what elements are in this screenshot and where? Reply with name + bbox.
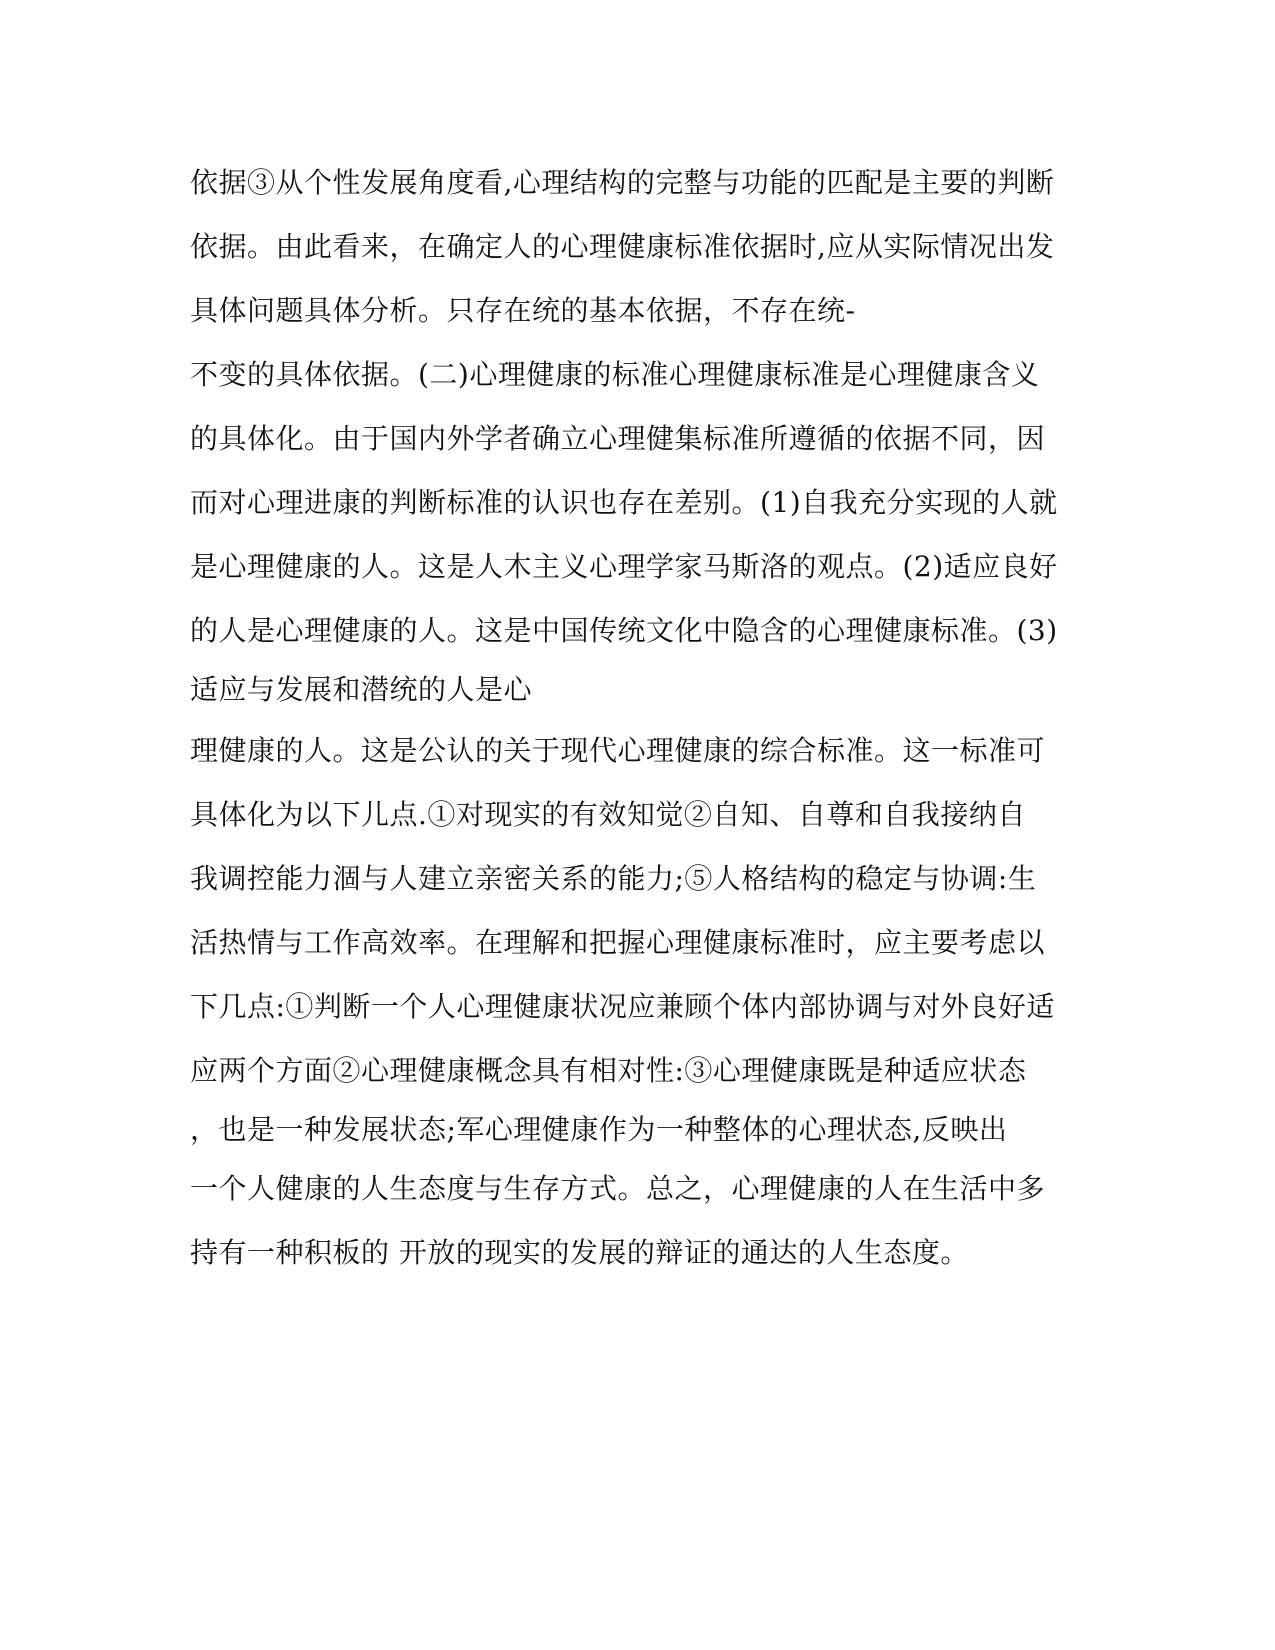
- text-line: 应两个方面②心理健康概念具有相对性:③心理健康既是种适应状态: [190, 1054, 1027, 1087]
- text-line: 持有一种积板的 开放的现实的发展的辩证的通达的人生态度。: [190, 1236, 969, 1269]
- text-line: 的具体化。由于国内外学者确立心理健集标准所遵循的依据不同，因: [190, 422, 1046, 455]
- text-line: 一个人健康的人生态度与生存方式。总之，心理健康的人在生活中多: [190, 1172, 1046, 1205]
- text-line: 依据。由此看来，在确定人的心理健康标准依据时,应从实际情况出发: [190, 230, 1055, 263]
- text-line: 下几点:①判断一个人心理健康状况应兼顾个体内部协调与对外良好适: [190, 990, 1055, 1023]
- text-line: 是心理健康的人。这是人木主义心理学家马斯洛的观点。(2)适应良好: [190, 550, 1058, 583]
- text-line: 具体化为以下儿点.①对现实的有效知觉②自知、自尊和自我接纳自: [190, 798, 1026, 831]
- text-line: 理健康的人。这是公认的关于现代心理健康的综合标准。这一标准可: [190, 734, 1046, 767]
- text-line: 而对心理进康的判断标准的认识也存在差别。(1)自我充分实现的人就: [190, 486, 1058, 519]
- text-line: 的人是心理健康的人。这是中国传统文化中隐含的心理健康标准。(3): [190, 614, 1058, 647]
- text-line: 不变的具体依据。(二)心理健康的标准心理健康标准是心理健康含义: [190, 358, 1040, 391]
- text-line: 我调控能力涸与人建立亲密关系的能力;⑤人格结构的稳定与协调:生: [190, 862, 1037, 895]
- text-line: 依据③从个性发展角度看,心理结构的完整与功能的匹配是主要的判断: [190, 166, 1055, 199]
- text-line: 活热情与工作高效率。在理解和把握心理健康标准时，应主要考虑以: [190, 926, 1046, 959]
- text-line: ，也是一种发展状态;军心理健康作为一种整体的心理状态,反映出: [190, 1113, 1008, 1146]
- text-line: 适应与发展和潜统的人是心: [190, 673, 533, 706]
- text-line: 具体问题具体分析。只存在统的基本依据，不存在统-: [190, 294, 856, 327]
